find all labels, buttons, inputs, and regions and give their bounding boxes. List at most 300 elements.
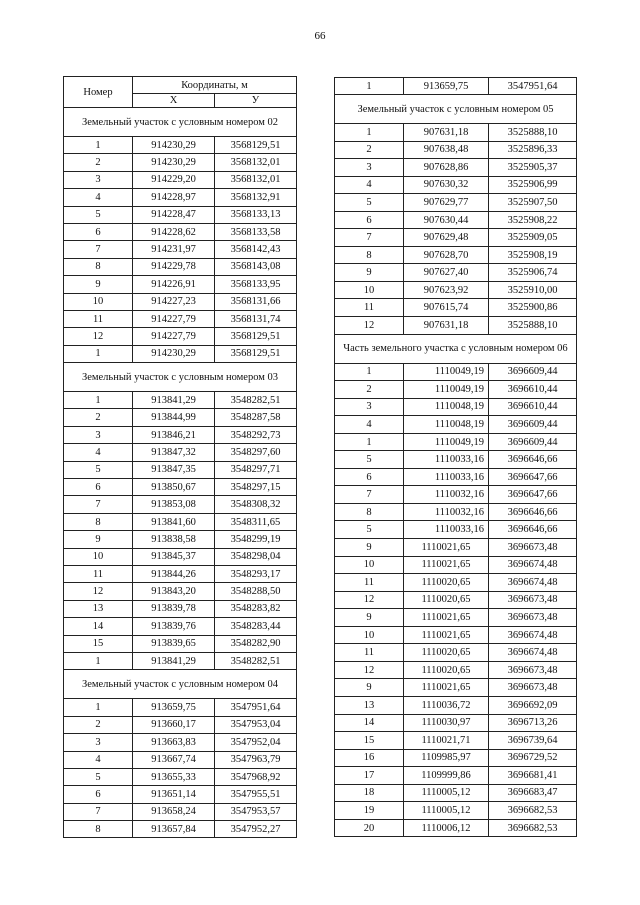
table-row [64, 276, 297, 293]
point-number-cell: 11 [64, 565, 133, 582]
y-coordinate-cell: 3548298,04 [215, 548, 297, 565]
x-coordinate-cell: 914230,29 [133, 345, 215, 362]
y-coordinate-cell: 3696610,44 [489, 398, 577, 416]
table-row [335, 486, 577, 504]
table-row [335, 784, 577, 802]
point-number-cell: 11 [335, 299, 404, 317]
point-number-cell: 1 [335, 363, 404, 381]
x-coordinate-cell: 1110005,12 [404, 784, 489, 802]
point-number-cell: 7 [64, 496, 133, 513]
x-coordinate-cell: 914228,97 [133, 189, 215, 206]
y-coordinate-cell: 3548282,51 [215, 652, 297, 669]
x-coordinate-cell: 913845,37 [133, 548, 215, 565]
point-number-cell: 1 [64, 137, 133, 154]
table-row [64, 583, 297, 600]
y-coordinate-cell: 3547968,92 [215, 768, 297, 785]
point-number-cell: 11 [335, 574, 404, 592]
point-number-cell: 5 [335, 521, 404, 539]
x-coordinate-cell: 913667,74 [133, 751, 215, 768]
x-coordinate-cell: 914227,79 [133, 310, 215, 327]
point-number-cell: 10 [64, 548, 133, 565]
point-number-cell: 7 [335, 486, 404, 504]
y-coordinate-cell: 3696681,41 [489, 767, 577, 785]
column-header-x: X [133, 94, 215, 108]
table-row [64, 786, 297, 803]
x-coordinate-cell: 1110021,65 [404, 539, 489, 557]
section-title-row [335, 334, 577, 363]
table-row [64, 241, 297, 258]
y-coordinate-cell: 3547951,64 [489, 78, 577, 95]
table-row [335, 679, 577, 697]
table-row [335, 521, 577, 539]
y-coordinate-cell: 3547951,64 [215, 699, 297, 716]
point-number-cell: 10 [335, 626, 404, 644]
x-coordinate-cell: 914230,29 [133, 154, 215, 171]
point-number-cell: 3 [64, 734, 133, 751]
table-row [64, 328, 297, 345]
y-coordinate-cell: 3568133,95 [215, 276, 297, 293]
point-number-cell: 9 [64, 531, 133, 548]
table-row [335, 451, 577, 469]
table-row [335, 433, 577, 451]
point-number-cell: 7 [64, 803, 133, 820]
x-coordinate-cell: 1110030,97 [404, 714, 489, 732]
y-coordinate-cell: 3696609,44 [489, 363, 577, 381]
x-coordinate-cell: 907630,32 [404, 176, 489, 194]
table-row [64, 821, 297, 838]
x-coordinate-cell: 913659,75 [404, 78, 489, 95]
x-coordinate-cell: 907631,18 [404, 124, 489, 142]
x-coordinate-cell: 914226,91 [133, 276, 215, 293]
page-number: 66 [314, 30, 326, 42]
x-coordinate-cell: 913847,35 [133, 461, 215, 478]
x-coordinate-cell: 1109985,97 [404, 749, 489, 767]
y-coordinate-cell: 3568142,43 [215, 241, 297, 258]
x-coordinate-cell: 913651,14 [133, 786, 215, 803]
y-coordinate-cell: 3547963,79 [215, 751, 297, 768]
x-coordinate-cell: 914228,62 [133, 223, 215, 240]
table-row [64, 635, 297, 652]
point-number-cell: 9 [335, 609, 404, 627]
y-coordinate-cell: 3696610,44 [489, 381, 577, 399]
point-number-cell: 1 [335, 433, 404, 451]
point-number-cell: 1 [64, 699, 133, 716]
y-coordinate-cell: 3696729,52 [489, 749, 577, 767]
x-coordinate-cell: 1110021,71 [404, 732, 489, 750]
y-coordinate-cell: 3548308,32 [215, 496, 297, 513]
point-number-cell: 13 [335, 696, 404, 714]
x-coordinate-cell: 907638,48 [404, 141, 489, 159]
x-coordinate-cell: 1109999,86 [404, 767, 489, 785]
table-row [335, 176, 577, 194]
table-row [335, 503, 577, 521]
point-number-cell: 6 [335, 468, 404, 486]
x-coordinate-cell: 907627,40 [404, 264, 489, 282]
x-coordinate-cell: 913841,29 [133, 392, 215, 409]
x-coordinate-cell: 1110021,65 [404, 556, 489, 574]
x-coordinate-cell: 1110033,16 [404, 468, 489, 486]
table-row [64, 223, 297, 240]
x-coordinate-cell: 907628,70 [404, 246, 489, 264]
table-row [335, 141, 577, 159]
table-row [64, 137, 297, 154]
point-number-cell: 5 [64, 461, 133, 478]
x-coordinate-cell: 907631,18 [404, 317, 489, 335]
y-coordinate-cell: 3547953,04 [215, 716, 297, 733]
table-row [64, 392, 297, 409]
table-row [64, 444, 297, 461]
table-row [335, 539, 577, 557]
table-row [64, 531, 297, 548]
x-coordinate-cell: 907615,74 [404, 299, 489, 317]
y-coordinate-cell: 3525906,99 [489, 176, 577, 194]
table-row [335, 696, 577, 714]
y-coordinate-cell: 3696673,48 [489, 679, 577, 697]
y-coordinate-cell: 3525896,33 [489, 141, 577, 159]
y-coordinate-cell: 3568132,01 [215, 154, 297, 171]
point-number-cell: 6 [335, 211, 404, 229]
section-title-row [64, 670, 297, 699]
x-coordinate-cell: 913844,26 [133, 565, 215, 582]
y-coordinate-cell: 3696673,48 [489, 539, 577, 557]
point-number-cell: 13 [64, 600, 133, 617]
point-number-cell: 12 [335, 591, 404, 609]
table-row [64, 189, 297, 206]
table-row [335, 556, 577, 574]
y-coordinate-cell: 3696674,48 [489, 644, 577, 662]
table-row [64, 409, 297, 426]
y-coordinate-cell: 3696673,48 [489, 661, 577, 679]
x-coordinate-cell: 1110032,16 [404, 486, 489, 504]
table-row [64, 345, 297, 362]
point-number-cell: 2 [64, 409, 133, 426]
point-number-cell: 19 [335, 802, 404, 820]
x-coordinate-cell: 1110006,12 [404, 819, 489, 837]
point-number-cell: 6 [64, 223, 133, 240]
point-number-cell: 2 [335, 141, 404, 159]
x-coordinate-cell: 913839,76 [133, 618, 215, 635]
table-row [335, 644, 577, 662]
table-row [64, 206, 297, 223]
y-coordinate-cell: 3548282,90 [215, 635, 297, 652]
table-row [335, 802, 577, 820]
point-number-cell: 5 [64, 206, 133, 223]
table-row [64, 154, 297, 171]
x-coordinate-cell: 1110020,65 [404, 661, 489, 679]
point-number-cell: 1 [64, 345, 133, 362]
table-row [64, 171, 297, 188]
y-coordinate-cell: 3696682,53 [489, 802, 577, 820]
x-coordinate-cell: 913841,29 [133, 652, 215, 669]
table-row [335, 194, 577, 212]
x-coordinate-cell: 913841,60 [133, 513, 215, 530]
table-row [64, 310, 297, 327]
x-coordinate-cell: 907628,86 [404, 159, 489, 177]
x-coordinate-cell: 913847,32 [133, 444, 215, 461]
table-row [335, 246, 577, 264]
point-number-cell: 3 [64, 171, 133, 188]
table-row [335, 416, 577, 434]
y-coordinate-cell: 3696682,53 [489, 819, 577, 837]
y-coordinate-cell: 3696647,66 [489, 468, 577, 486]
y-coordinate-cell: 3696674,48 [489, 556, 577, 574]
y-coordinate-cell: 3547953,57 [215, 803, 297, 820]
y-coordinate-cell: 3696739,64 [489, 732, 577, 750]
x-coordinate-cell: 1110032,16 [404, 503, 489, 521]
point-number-cell: 10 [335, 556, 404, 574]
point-number-cell: 11 [335, 644, 404, 662]
table-row [335, 264, 577, 282]
x-coordinate-cell: 1110020,65 [404, 644, 489, 662]
table-row [335, 317, 577, 335]
y-coordinate-cell: 3548283,82 [215, 600, 297, 617]
point-number-cell: 8 [335, 246, 404, 264]
x-coordinate-cell: 913838,58 [133, 531, 215, 548]
table-row [335, 714, 577, 732]
y-coordinate-cell: 3568132,91 [215, 189, 297, 206]
table-row [64, 293, 297, 310]
y-coordinate-cell: 3568131,74 [215, 310, 297, 327]
x-coordinate-cell: 913853,08 [133, 496, 215, 513]
table-row [64, 565, 297, 582]
right-coordinates-table [334, 77, 577, 837]
point-number-cell: 1 [335, 124, 404, 142]
table-row [335, 591, 577, 609]
x-coordinate-cell: 907623,92 [404, 281, 489, 299]
x-coordinate-cell: 914231,97 [133, 241, 215, 258]
y-coordinate-cell: 3547952,27 [215, 821, 297, 838]
x-coordinate-cell: 1110036,72 [404, 696, 489, 714]
point-number-cell: 1 [64, 392, 133, 409]
x-coordinate-cell: 913659,75 [133, 699, 215, 716]
point-number-cell: 14 [64, 618, 133, 635]
point-number-cell: 1 [64, 652, 133, 669]
table-row [335, 661, 577, 679]
point-number-cell: 9 [64, 276, 133, 293]
point-number-cell: 7 [64, 241, 133, 258]
x-coordinate-cell: 913657,84 [133, 821, 215, 838]
x-coordinate-cell: 1110020,65 [404, 574, 489, 592]
y-coordinate-cell: 3525906,74 [489, 264, 577, 282]
y-coordinate-cell: 3525908,22 [489, 211, 577, 229]
point-number-cell: 9 [335, 679, 404, 697]
point-number-cell: 8 [335, 503, 404, 521]
y-coordinate-cell: 3525907,50 [489, 194, 577, 212]
point-number-cell: 2 [64, 716, 133, 733]
section-title-row [64, 108, 297, 137]
point-number-cell: 8 [64, 513, 133, 530]
table-row [335, 299, 577, 317]
header-row [64, 77, 297, 94]
table-row [335, 609, 577, 627]
y-coordinate-cell: 3696713,26 [489, 714, 577, 732]
x-coordinate-cell: 1110049,19 [404, 381, 489, 399]
table-row [335, 468, 577, 486]
table-row [64, 600, 297, 617]
table-row [335, 767, 577, 785]
y-coordinate-cell: 3525888,10 [489, 124, 577, 142]
y-coordinate-cell: 3696673,48 [489, 591, 577, 609]
y-coordinate-cell: 3548282,51 [215, 392, 297, 409]
point-number-cell: 17 [335, 767, 404, 785]
x-coordinate-cell: 913655,33 [133, 768, 215, 785]
point-number-cell: 16 [335, 749, 404, 767]
y-coordinate-cell: 3547955,51 [215, 786, 297, 803]
point-number-cell: 14 [335, 714, 404, 732]
section-title-row [335, 95, 577, 124]
y-coordinate-cell: 3525909,05 [489, 229, 577, 247]
y-coordinate-cell: 3568129,51 [215, 328, 297, 345]
point-number-cell: 9 [335, 539, 404, 557]
table-row [64, 716, 297, 733]
x-coordinate-cell: 914227,79 [133, 328, 215, 345]
y-coordinate-cell: 3548297,71 [215, 461, 297, 478]
point-number-cell: 3 [64, 426, 133, 443]
y-coordinate-cell: 3548283,44 [215, 618, 297, 635]
y-coordinate-cell: 3568132,01 [215, 171, 297, 188]
table-row [64, 461, 297, 478]
table-row [64, 618, 297, 635]
y-coordinate-cell: 3696646,66 [489, 521, 577, 539]
y-coordinate-cell: 3696609,44 [489, 416, 577, 434]
y-coordinate-cell: 3548299,19 [215, 531, 297, 548]
y-coordinate-cell: 3547952,04 [215, 734, 297, 751]
table-row [64, 803, 297, 820]
table-row [64, 548, 297, 565]
section-title: Часть земельного участка с условным номером 06 [335, 334, 577, 363]
point-number-cell: 15 [64, 635, 133, 652]
y-coordinate-cell: 3525908,19 [489, 246, 577, 264]
table-row [64, 479, 297, 496]
point-number-cell: 11 [64, 310, 133, 327]
point-number-cell: 7 [335, 229, 404, 247]
y-coordinate-cell: 3548297,60 [215, 444, 297, 461]
point-number-cell: 4 [335, 416, 404, 434]
point-number-cell: 4 [64, 444, 133, 461]
x-coordinate-cell: 913850,67 [133, 479, 215, 496]
section-title: Земельный участок с условным номером 03 [64, 363, 297, 392]
point-number-cell: 2 [335, 381, 404, 399]
x-coordinate-cell: 1110005,12 [404, 802, 489, 820]
x-coordinate-cell: 913844,99 [133, 409, 215, 426]
table-row [335, 159, 577, 177]
x-coordinate-cell: 907630,44 [404, 211, 489, 229]
table-row [64, 768, 297, 785]
table-row [335, 398, 577, 416]
point-number-cell: 3 [335, 159, 404, 177]
table-row [335, 281, 577, 299]
point-number-cell: 6 [64, 479, 133, 496]
table-row [64, 751, 297, 768]
point-number-cell: 20 [335, 819, 404, 837]
table-row [335, 749, 577, 767]
y-coordinate-cell: 3568129,51 [215, 137, 297, 154]
y-coordinate-cell: 3525910,00 [489, 281, 577, 299]
point-number-cell: 6 [64, 786, 133, 803]
y-coordinate-cell: 3696692,09 [489, 696, 577, 714]
x-coordinate-cell: 913658,24 [133, 803, 215, 820]
x-coordinate-cell: 1110048,19 [404, 398, 489, 416]
table-row [64, 513, 297, 530]
table-row [64, 734, 297, 751]
point-number-cell: 12 [335, 661, 404, 679]
y-coordinate-cell: 3568143,08 [215, 258, 297, 275]
table-row [64, 699, 297, 716]
table-row [335, 229, 577, 247]
point-number-cell: 12 [64, 328, 133, 345]
column-header-number: Номер [64, 77, 133, 108]
x-coordinate-cell: 914229,78 [133, 258, 215, 275]
point-number-cell: 4 [64, 751, 133, 768]
point-number-cell: 5 [335, 451, 404, 469]
y-coordinate-cell: 3525905,37 [489, 159, 577, 177]
column-header-coordinates: Координаты, м [133, 77, 297, 94]
point-number-cell: 10 [64, 293, 133, 310]
y-coordinate-cell: 3696674,48 [489, 626, 577, 644]
x-coordinate-cell: 913843,20 [133, 583, 215, 600]
x-coordinate-cell: 1110021,65 [404, 609, 489, 627]
x-coordinate-cell: 914228,47 [133, 206, 215, 223]
y-coordinate-cell: 3568131,66 [215, 293, 297, 310]
table-row [335, 211, 577, 229]
y-coordinate-cell: 3696674,48 [489, 574, 577, 592]
table-row [335, 819, 577, 837]
x-coordinate-cell: 1110021,65 [404, 626, 489, 644]
y-coordinate-cell: 3548293,17 [215, 565, 297, 582]
table-row [335, 626, 577, 644]
x-coordinate-cell: 913839,78 [133, 600, 215, 617]
table-row [335, 381, 577, 399]
point-number-cell: 8 [64, 258, 133, 275]
x-coordinate-cell: 914227,23 [133, 293, 215, 310]
section-title: Земельный участок с условным номером 04 [64, 670, 297, 699]
point-number-cell: 1 [335, 78, 404, 95]
x-coordinate-cell: 1110033,16 [404, 521, 489, 539]
x-coordinate-cell: 913663,83 [133, 734, 215, 751]
x-coordinate-cell: 1110021,65 [404, 679, 489, 697]
x-coordinate-cell: 913839,65 [133, 635, 215, 652]
y-coordinate-cell: 3525888,10 [489, 317, 577, 335]
point-number-cell: 12 [335, 317, 404, 335]
y-coordinate-cell: 3696673,48 [489, 609, 577, 627]
x-coordinate-cell: 1110049,19 [404, 433, 489, 451]
y-coordinate-cell: 3568129,51 [215, 345, 297, 362]
x-coordinate-cell: 1110048,19 [404, 416, 489, 434]
point-number-cell: 4 [64, 189, 133, 206]
x-coordinate-cell: 1110020,65 [404, 591, 489, 609]
table-row [64, 652, 297, 669]
table-row [64, 426, 297, 443]
point-number-cell: 5 [335, 194, 404, 212]
table-row [335, 363, 577, 381]
y-coordinate-cell: 3568133,58 [215, 223, 297, 240]
x-coordinate-cell: 913846,21 [133, 426, 215, 443]
y-coordinate-cell: 3548311,65 [215, 513, 297, 530]
y-coordinate-cell: 3696609,44 [489, 433, 577, 451]
x-coordinate-cell: 907629,48 [404, 229, 489, 247]
y-coordinate-cell: 3548288,50 [215, 583, 297, 600]
column-header-y: У [215, 94, 297, 108]
y-coordinate-cell: 3568133,13 [215, 206, 297, 223]
table-row [335, 574, 577, 592]
x-coordinate-cell: 914229,20 [133, 171, 215, 188]
x-coordinate-cell: 914230,29 [133, 137, 215, 154]
table-row [335, 124, 577, 142]
point-number-cell: 8 [64, 821, 133, 838]
point-number-cell: 3 [335, 398, 404, 416]
point-number-cell: 12 [64, 583, 133, 600]
y-coordinate-cell: 3696646,66 [489, 503, 577, 521]
